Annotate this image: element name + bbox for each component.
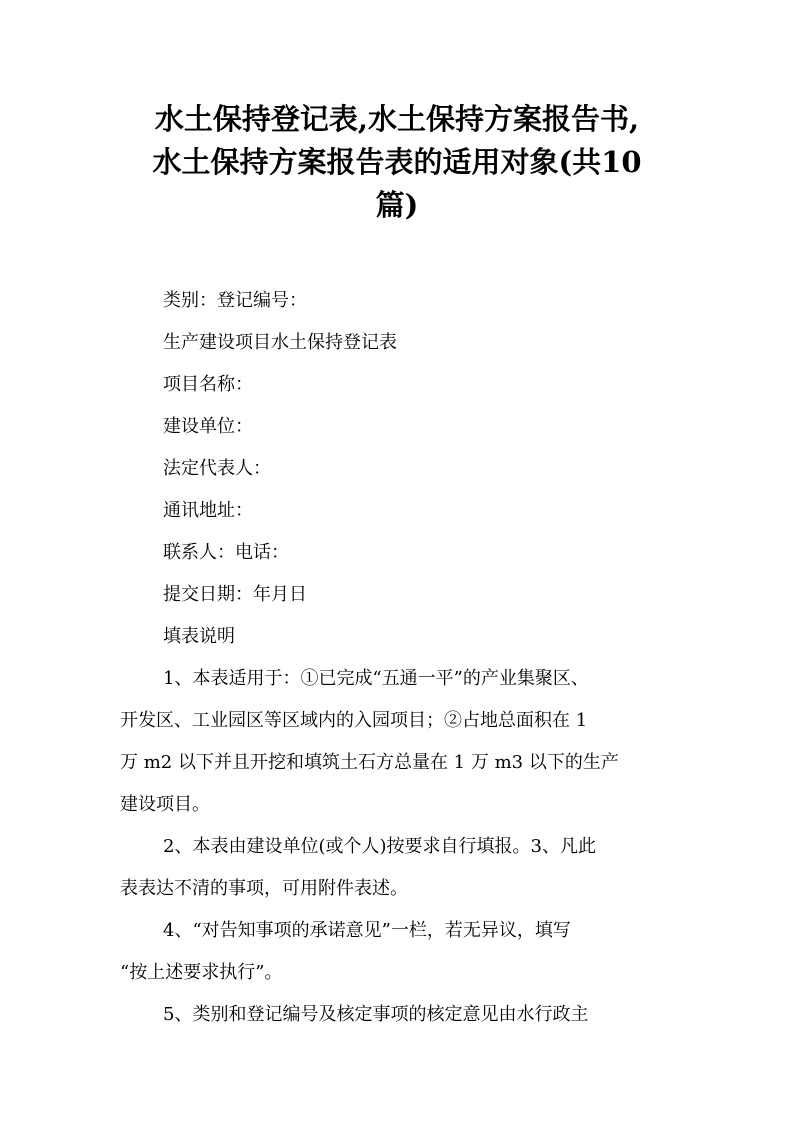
submit-date-label: 提交日期：年月日: [163, 584, 307, 605]
title-line-3: 篇): [375, 188, 419, 222]
instruction-item-5-line-1: 5、类别和登记编号及核定事项的核定意见由水行政主: [163, 1004, 589, 1025]
legal-rep-label: 法定代表人：: [163, 458, 271, 479]
document-title: [110, 98, 684, 227]
contact-label: 联系人：电话：: [163, 542, 289, 563]
address-label: 通讯地址：: [163, 500, 253, 521]
title-line-1: 水土保持登记表,水土保持方案报告书,: [154, 102, 640, 136]
instructions-heading: 填表说明: [163, 626, 235, 647]
instruction-item-4-line-2: “按上述要求执行”。: [120, 962, 283, 983]
instruction-item-2-line-1: 2、本表由建设单位(或个人)按要求自行填报。3、凡此: [163, 836, 596, 857]
builder-label: 建设单位：: [163, 416, 253, 437]
instruction-item-4-line-1: 4、“对告知事项的承诺意见”一栏，若无异议，填写: [163, 920, 571, 941]
instruction-item-1-line-4: 建设项目。: [120, 794, 210, 815]
instruction-item-1-line-3: 万 m2 以下并且开挖和填筑土石方总量在 1 万 m3 以下的生产: [120, 752, 619, 773]
title-line-2: 水土保持方案报告表的适用对象(共10: [152, 145, 642, 179]
project-name-label: 项目名称：: [163, 374, 253, 395]
form-title: 生产建设项目水土保持登记表: [163, 332, 397, 353]
category-line: 类别：登记编号：: [163, 290, 307, 311]
instruction-item-1-line-2: 开发区、工业园区等区域内的入园项目；②占地总面积在 1: [120, 710, 588, 731]
instruction-item-1-line-1: 1、本表适用于：①已完成“五通一平”的产业集聚区、: [163, 668, 589, 689]
instruction-item-2-line-2: 表表达不清的事项，可用附件表述。: [120, 878, 408, 899]
document-body: [120, 280, 680, 1036]
